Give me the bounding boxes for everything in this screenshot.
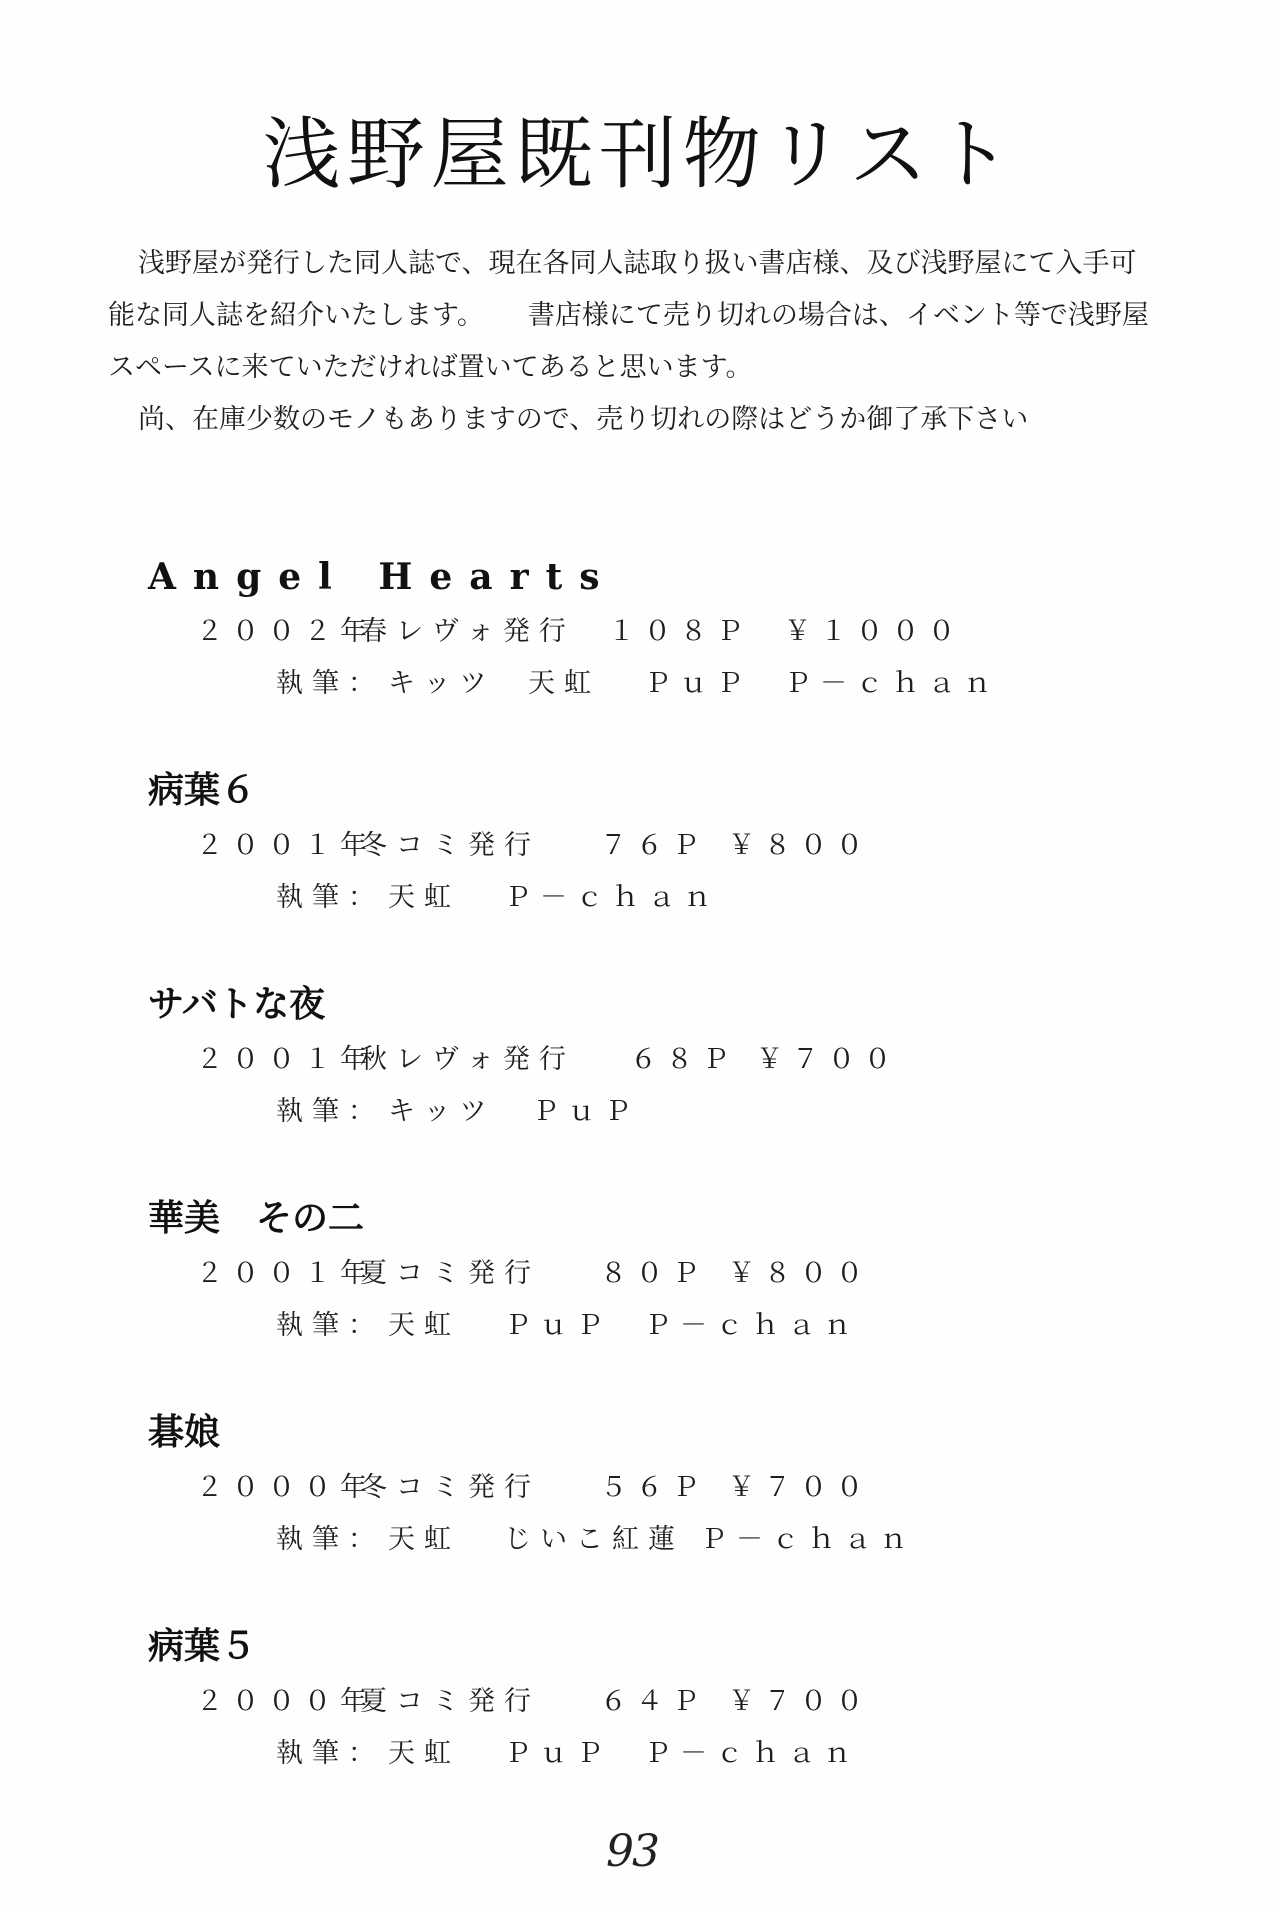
- entry-pages: ６４Ｐ: [600, 1686, 708, 1717]
- entry-title: Angel Hearts: [148, 556, 617, 598]
- catalog-entry: [148, 1618, 1248, 1832]
- entry-date: ２００１年: [196, 830, 376, 861]
- entry-price: ￥８００: [728, 830, 872, 861]
- entry-author: 天虹: [388, 882, 460, 913]
- page-title: 浅野屋既刊物リスト: [262, 110, 1018, 200]
- entry-author: キッツ: [388, 1096, 496, 1127]
- catalog-entry: [148, 976, 1248, 1190]
- catalog-list: [148, 548, 1248, 1832]
- entry-author: キッツ: [388, 668, 496, 699]
- entry-title: 華美 その二: [148, 1198, 365, 1239]
- entry-date: ２０００年: [196, 1686, 376, 1717]
- entry-author: じいこ紅蓮: [504, 1524, 684, 1555]
- entry-author: ＰｕＰ: [504, 1738, 612, 1769]
- entry-date: ２０００年: [196, 1472, 376, 1503]
- intro-line-2: [108, 290, 1238, 342]
- entry-event: 春レヴォ発行: [360, 616, 575, 647]
- entry-date: ２００１年: [196, 1044, 376, 1075]
- entry-pages: １０８Ｐ: [608, 616, 752, 647]
- entry-price: ￥７００: [728, 1686, 872, 1717]
- entry-date: ２００２年: [196, 616, 376, 647]
- intro-paragraph: [108, 238, 1238, 446]
- entry-author: ＰｕＰ: [532, 1096, 640, 1127]
- entry-author: 天虹: [388, 1524, 460, 1555]
- entry-author: Ｐ－ｃｈａｎ: [644, 1310, 860, 1341]
- entry-authors: [148, 872, 1248, 924]
- intro-line-3: スペースに来ていただければ置いてあると思います。: [108, 352, 753, 383]
- author-label: 執筆：: [276, 1738, 384, 1769]
- entry-authors: [148, 1728, 1248, 1780]
- entry-price: ￥７００: [728, 1472, 872, 1503]
- entry-info: [148, 1248, 1248, 1300]
- catalog-entry: [148, 548, 1248, 762]
- catalog-entry: [148, 1404, 1248, 1618]
- entry-pages: ５６Ｐ: [600, 1472, 708, 1503]
- entry-date: ２００１年: [196, 1258, 376, 1289]
- intro-line-1: 浅野屋が発行した同人誌で、現在各同人誌取り扱い書店様、及び浅野屋にて入手可: [138, 248, 1137, 279]
- catalog-entry: [148, 1190, 1248, 1404]
- author-label: 執筆：: [276, 1310, 384, 1341]
- entry-authors: [148, 1300, 1248, 1352]
- entry-event: 夏コミ発行: [360, 1686, 540, 1717]
- entry-info: [148, 606, 1248, 658]
- entry-author: ＰｕＰ: [644, 668, 752, 699]
- entry-info: [148, 1676, 1248, 1728]
- intro-line-4: 尚、在庫少数のモノもありますので、売り切れの際はどうか御了承下さい: [138, 404, 1029, 435]
- author-label: 執筆：: [276, 1524, 384, 1555]
- entry-event: 冬コミ発行: [360, 830, 540, 861]
- intro-line-2b: 書店様にて売り切れの場合は、イベント等で浅野屋: [527, 300, 1149, 331]
- entry-title: 病葉５: [148, 1626, 257, 1667]
- entry-author: Ｐ－ｃｈａｎ: [504, 882, 720, 913]
- entry-author: Ｐ－ｃｈａｎ: [784, 668, 1000, 699]
- entry-event: 夏コミ発行: [360, 1258, 540, 1289]
- entry-title: 碁娘: [148, 1412, 221, 1453]
- catalog-entry: [148, 762, 1248, 976]
- entry-authors: [148, 1514, 1248, 1566]
- entry-title: 病葉６: [148, 770, 257, 811]
- entry-pages: ６８Ｐ: [630, 1044, 738, 1075]
- entry-event: 秋レヴォ発行: [360, 1044, 575, 1075]
- entry-title: サバトな夜: [148, 984, 326, 1025]
- author-label: 執筆：: [276, 1096, 384, 1127]
- entry-event: 冬コミ発行: [360, 1472, 540, 1503]
- entry-author: ＰｕＰ: [504, 1310, 612, 1341]
- entry-author: 天虹: [388, 1310, 460, 1341]
- entry-info: [148, 1462, 1248, 1514]
- author-label: 執筆：: [276, 882, 384, 913]
- entry-info: [148, 1034, 1248, 1086]
- entry-authors: [148, 1086, 1248, 1138]
- entry-price: ￥１０００: [784, 616, 964, 647]
- entry-price: ￥７００: [756, 1044, 900, 1075]
- author-label: 執筆：: [276, 668, 384, 699]
- entry-author: Ｐ－ｃｈａｎ: [644, 1738, 860, 1769]
- entry-pages: ８０Ｐ: [600, 1258, 708, 1289]
- intro-line-2a: 能な同人誌を紹介いたします。: [108, 300, 484, 331]
- entry-author: 天虹: [388, 1738, 460, 1769]
- entry-author: 天虹: [528, 668, 600, 699]
- entry-pages: ７６Ｐ: [600, 830, 708, 861]
- entry-info: [148, 820, 1248, 872]
- entry-price: ￥８００: [728, 1258, 872, 1289]
- entry-author: Ｐ－ｃｈａｎ: [700, 1524, 916, 1555]
- page-number: 93: [606, 1826, 658, 1877]
- entry-authors: [148, 658, 1248, 710]
